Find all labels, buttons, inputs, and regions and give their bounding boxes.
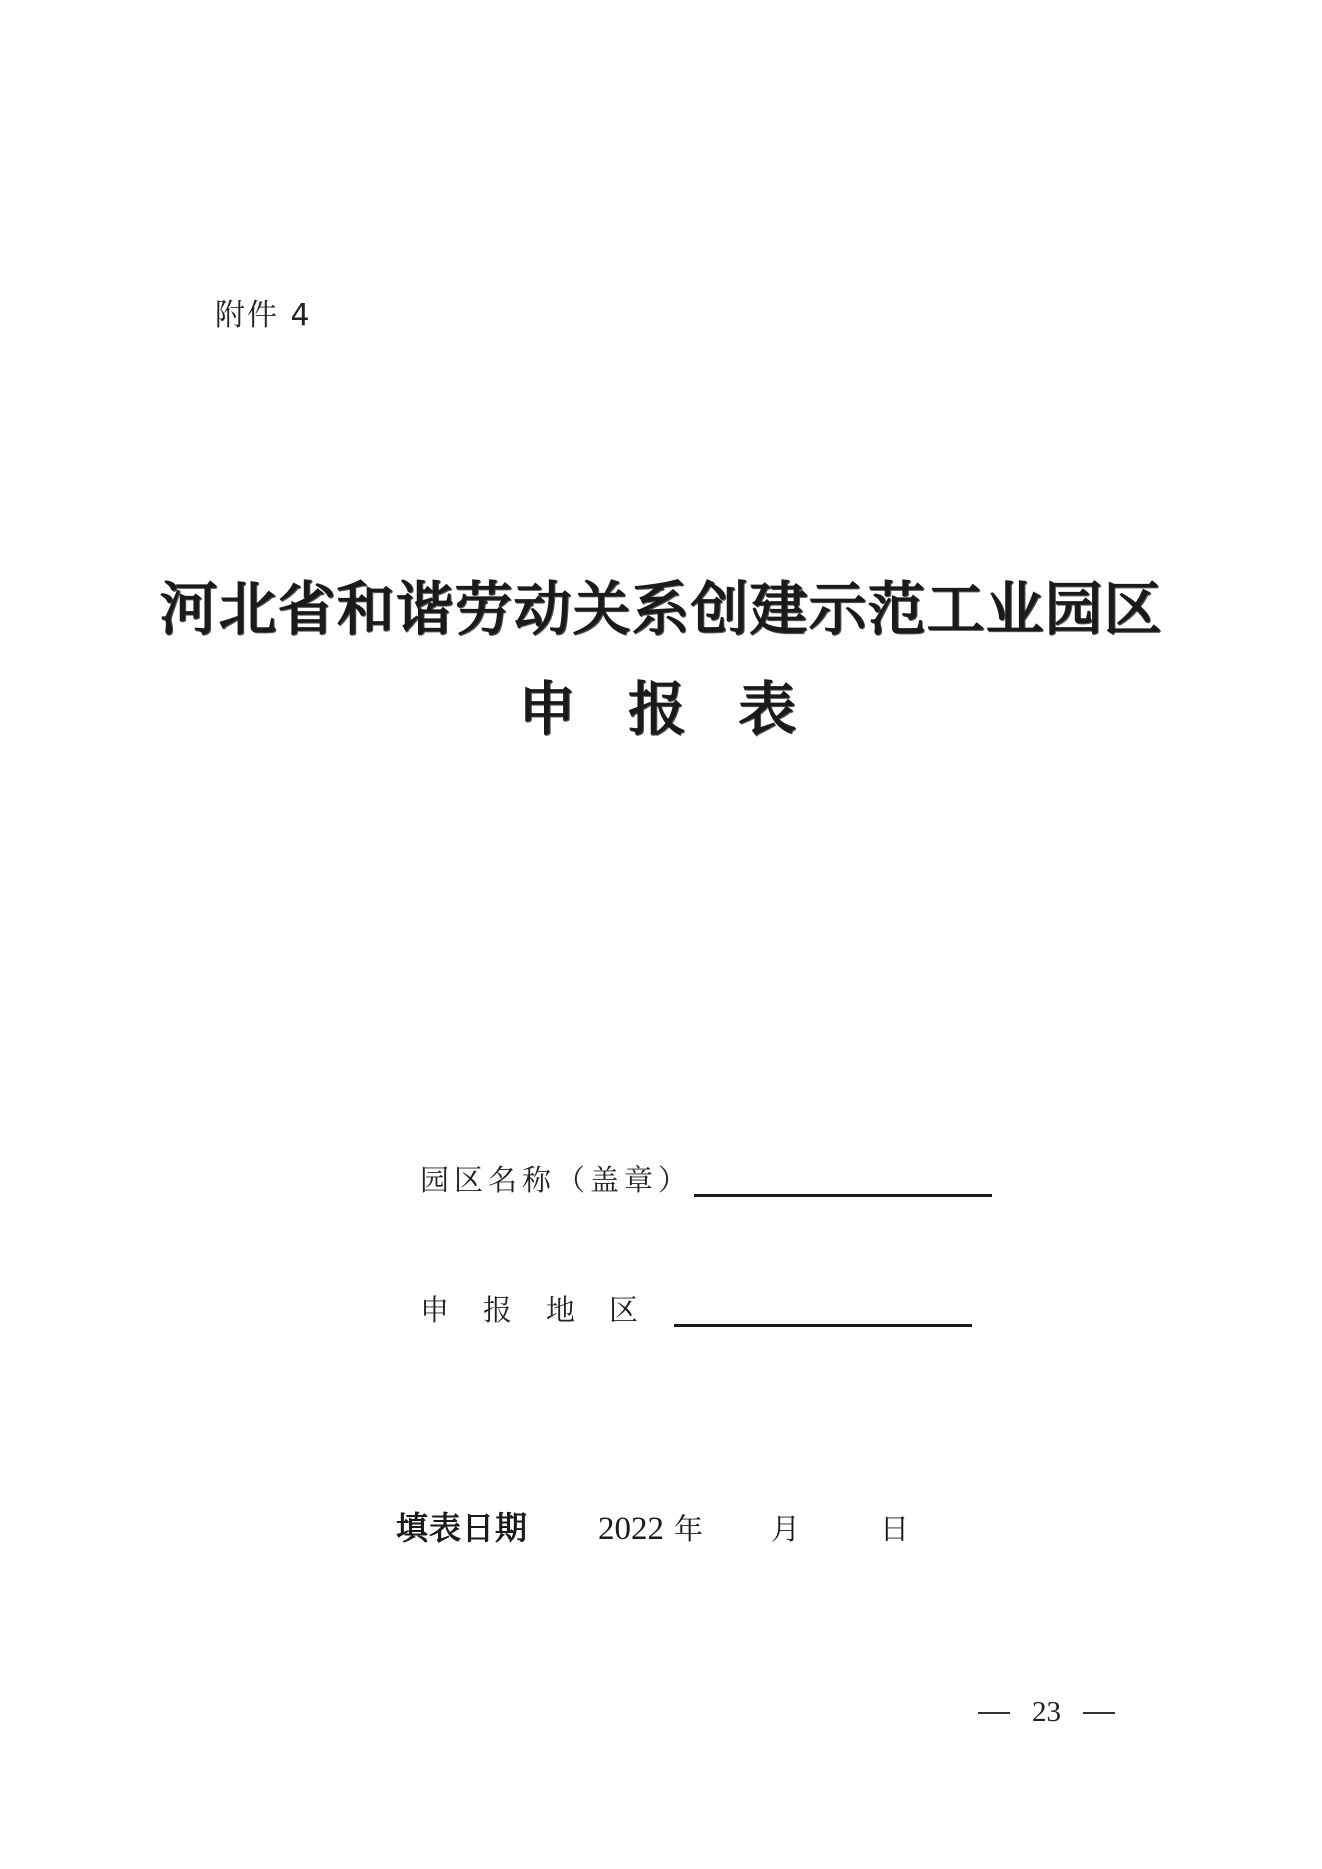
park-name-label: 园区名称（盖章） [420, 1163, 693, 1197]
fill-date-label: 填表日期 [396, 1509, 529, 1547]
region-field [420, 1288, 972, 1329]
park-name-blank-line[interactable] [694, 1194, 992, 1197]
page-number-dash-right [1083, 1712, 1115, 1714]
attachment-label: 附件 4 [215, 298, 312, 333]
month-unit: 月 [771, 1512, 801, 1546]
fill-date-year: 2022 [598, 1511, 665, 1547]
year-unit: 年 [674, 1512, 704, 1546]
page-number-value: 23 [1032, 1696, 1061, 1728]
fill-date-row [396, 1503, 909, 1549]
park-name-field [420, 1158, 992, 1199]
region-blank-line[interactable] [674, 1324, 972, 1327]
region-label: 申报地区 [420, 1293, 673, 1327]
day-unit: 日 [880, 1512, 910, 1546]
document-title: 河北省和谐劳动关系创建示范工业园区 [159, 575, 1163, 643]
page-number [978, 1696, 1115, 1729]
page-number-dash-left [978, 1712, 1010, 1714]
document-subtitle: 申报表 [517, 675, 848, 743]
